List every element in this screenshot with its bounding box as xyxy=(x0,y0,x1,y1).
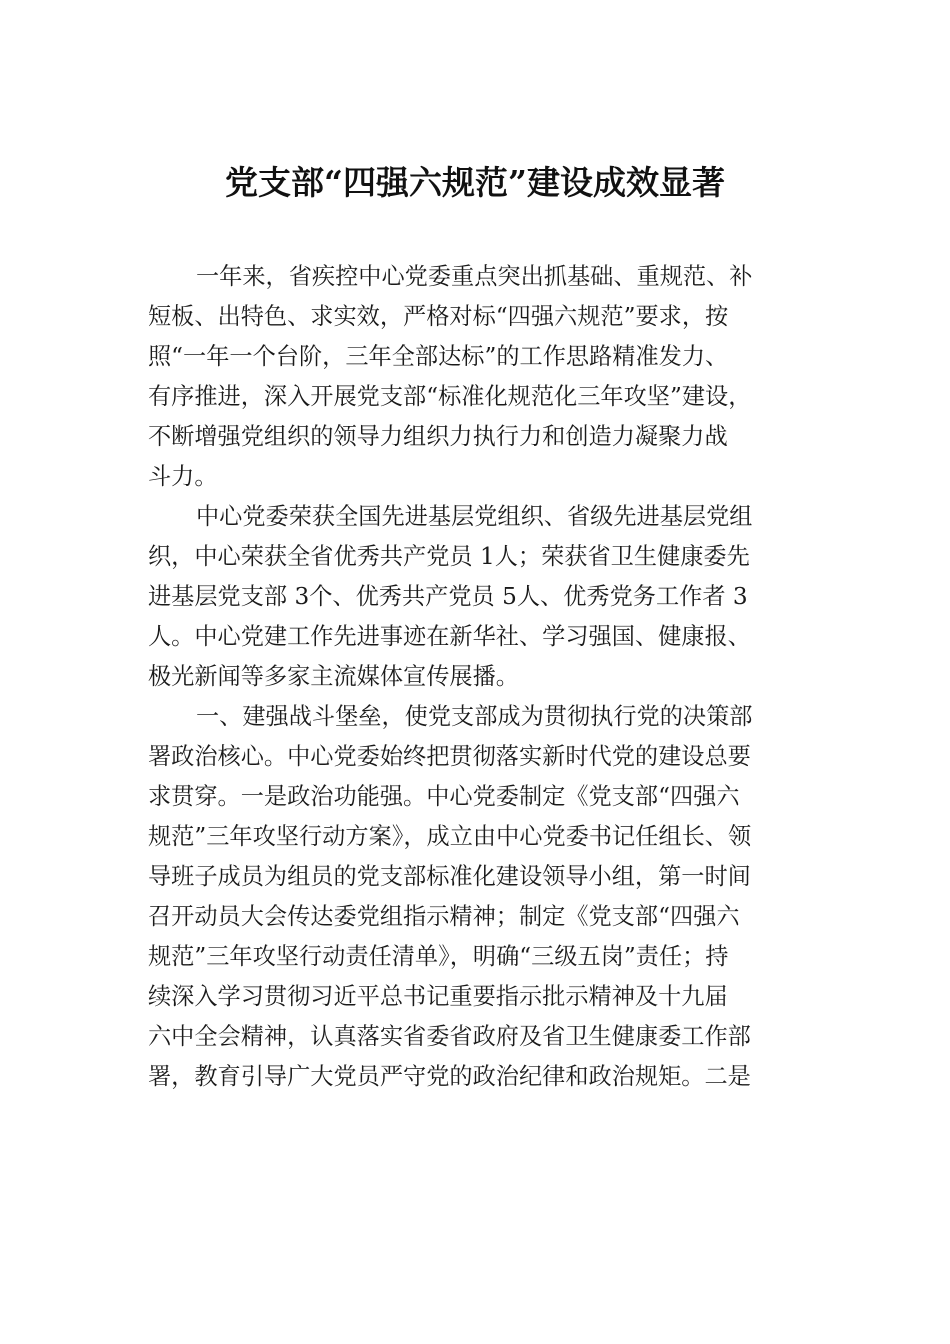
paragraph-line: 织，中心荣获全省优秀共产党员 1人；荣获省卫生健康委先 xyxy=(148,543,750,570)
paragraph-line: 短板、出特色、求实效，严格对标“四强六规范”要求，按 xyxy=(148,303,729,330)
paragraph-line: 六中全会精神，认真落实省委省政府及省卫生健康委工作部 xyxy=(148,1023,751,1050)
paragraph-line: 人。中心党建工作先进事迹在新华社、学习强国、健康报、 xyxy=(148,623,751,650)
paragraph-line: 署政治核心。中心党委始终把贯彻落实新时代党的建设总要 xyxy=(148,743,751,770)
document-title: 党支部“四强六规范”建设成效显著 xyxy=(225,163,725,202)
paragraph-line: 求贯穿。一是政治功能强。中心党委制定《党支部“四强六 xyxy=(148,783,740,810)
paragraph-line: 续深入学习贯彻习近平总书记重要指示批示精神及十九届 xyxy=(148,983,728,1010)
paragraph-line: 照“一年一个台阶，三年全部达标”的工作思路精准发力、 xyxy=(148,343,729,370)
paragraph-line: 中心党委荣获全国先进基层党组织、省级先进基层党组 xyxy=(196,503,753,530)
paragraph-line: 一、建强战斗堡垒，使党支部成为贯彻执行党的决策部 xyxy=(196,703,753,730)
paragraph-line: 一年来，省疾控中心党委重点突出抓基础、重规范、补 xyxy=(196,263,753,290)
paragraph-line: 署，教育引导广大党员严守党的政治纪律和政治规矩。二是 xyxy=(148,1063,751,1090)
paragraph-line: 进基层党支部 3个、优秀共产党员 5人、优秀党务工作者 3 xyxy=(148,583,748,610)
paragraph-line: 规范”三年攻坚行动责任清单》，明确“三级五岗”责任；持 xyxy=(148,943,729,970)
paragraph-line: 导班子成员为组员的党支部标准化建设领导小组，第一时间 xyxy=(148,863,751,890)
paragraph-line: 有序推进，深入开展党支部“标准化规范化三年攻坚”建设， xyxy=(148,383,752,410)
paragraph-line: 不断增强党组织的领导力组织力执行力和创造力凝聚力战 xyxy=(148,423,728,450)
paragraph-line: 极光新闻等多家主流媒体宣传展播。 xyxy=(148,663,519,690)
paragraph-line: 规范”三年攻坚行动方案》，成立由中心党委书记任组长、领 xyxy=(148,823,752,850)
paragraph-line: 召开动员大会传达委党组指示精神；制定《党支部“四强六 xyxy=(148,903,740,930)
document-body xyxy=(148,257,808,1097)
paragraph-line: 斗力。 xyxy=(148,463,218,490)
